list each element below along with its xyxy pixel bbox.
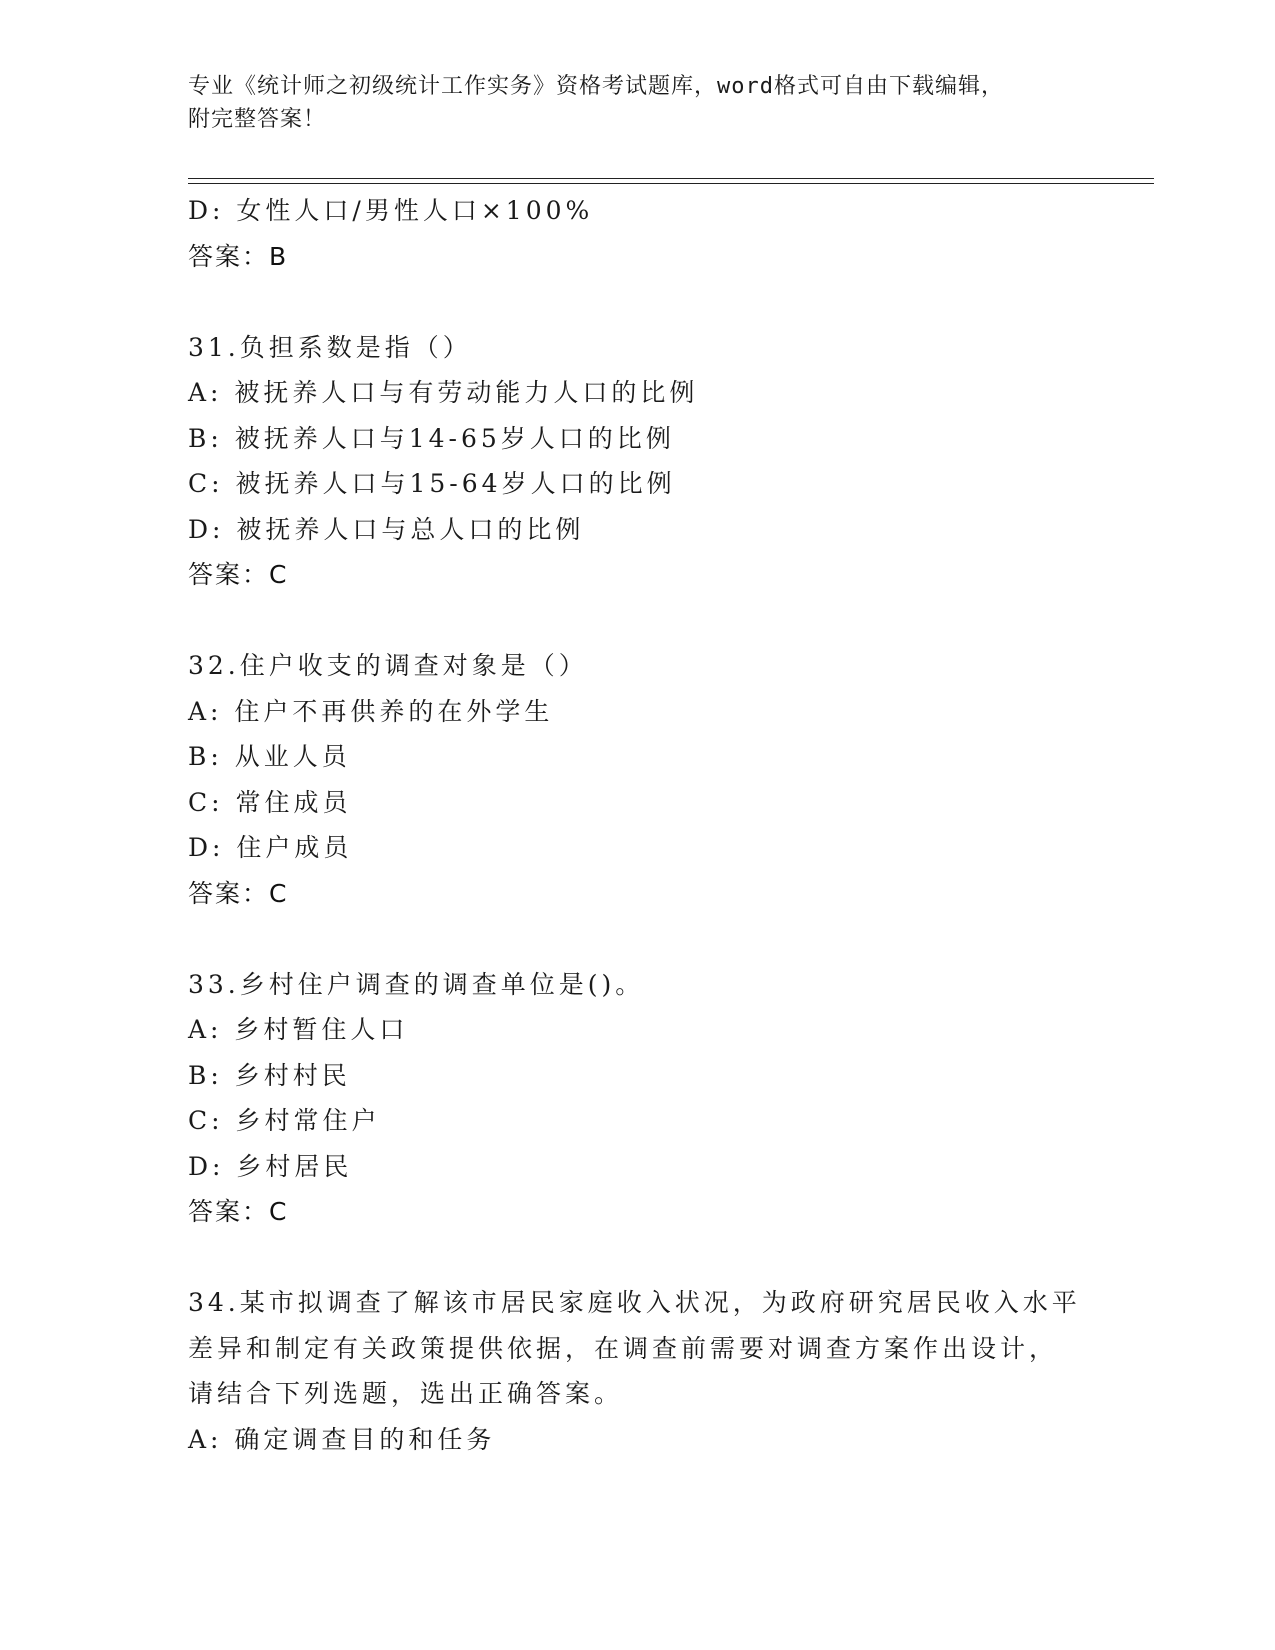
question-32 xyxy=(188,643,1154,916)
question-stem: 31.负担系数是指（） xyxy=(188,332,472,362)
option-a: A: 确定调查目的和任务 xyxy=(188,1424,496,1454)
question-33 xyxy=(188,962,1154,1235)
answer-line: 答案：B xyxy=(188,241,289,271)
spacer xyxy=(188,1235,1154,1281)
option-b: B: 被抚养人口与14-65岁人口的比例 xyxy=(188,423,675,453)
answer-line: 答案：C xyxy=(188,1197,289,1226)
option-d: D: 被抚养人口与总人口的比例 xyxy=(188,514,585,544)
option-d: D: 住户成员 xyxy=(188,833,353,862)
option-b: B: 从业人员 xyxy=(188,742,351,771)
question-stem: 33.乡村住户调查的调查单位是()。 xyxy=(188,969,645,999)
header-divider-top xyxy=(188,178,1154,179)
document-header xyxy=(188,70,1088,136)
option-c: C: 乡村常住户 xyxy=(188,1106,381,1135)
document-body xyxy=(188,188,1154,1462)
option-d: D: 乡村居民 xyxy=(188,1151,353,1181)
option-a: A: 被抚养人口与有劳动能力人口的比例 xyxy=(188,378,699,407)
option-d: D: 女性人口/男性人口×100% xyxy=(188,196,594,225)
header-line-1: 专业《统计师之初级统计工作实务》资格考试题库，word格式可自由下载编辑， xyxy=(188,74,1004,99)
spacer xyxy=(188,279,1154,325)
question-stem-line-3: 请结合下列选题，选出正确答案。 xyxy=(188,1379,624,1408)
question-stem-line-1: 34.某市拟调查了解该市居民家庭收入状况，为政府研究居民收入水平 xyxy=(188,1288,1081,1317)
previous-question-tail xyxy=(188,188,1154,279)
header-line-2: 附完整答案！ xyxy=(188,107,327,132)
option-a: A: 乡村暂住人口 xyxy=(188,1015,409,1044)
option-b: B: 乡村村民 xyxy=(188,1060,351,1090)
answer-line: 答案：C xyxy=(188,560,289,589)
option-c: C: 被抚养人口与15-64岁人口的比例 xyxy=(188,469,676,498)
header-divider-bottom xyxy=(188,183,1154,184)
question-stem: 32.住户收支的调查对象是（） xyxy=(188,651,588,680)
spacer xyxy=(188,598,1154,644)
option-a: A: 住户不再供养的在外学生 xyxy=(188,696,554,726)
option-c: C: 常住成员 xyxy=(188,787,352,817)
question-34 xyxy=(188,1280,1154,1462)
question-31 xyxy=(188,325,1154,598)
question-stem-line-2: 差异和制定有关政策提供依据，在调查前需要对调查方案作出设计， xyxy=(188,1333,1059,1363)
spacer xyxy=(188,916,1154,962)
answer-line: 答案：C xyxy=(188,878,289,908)
